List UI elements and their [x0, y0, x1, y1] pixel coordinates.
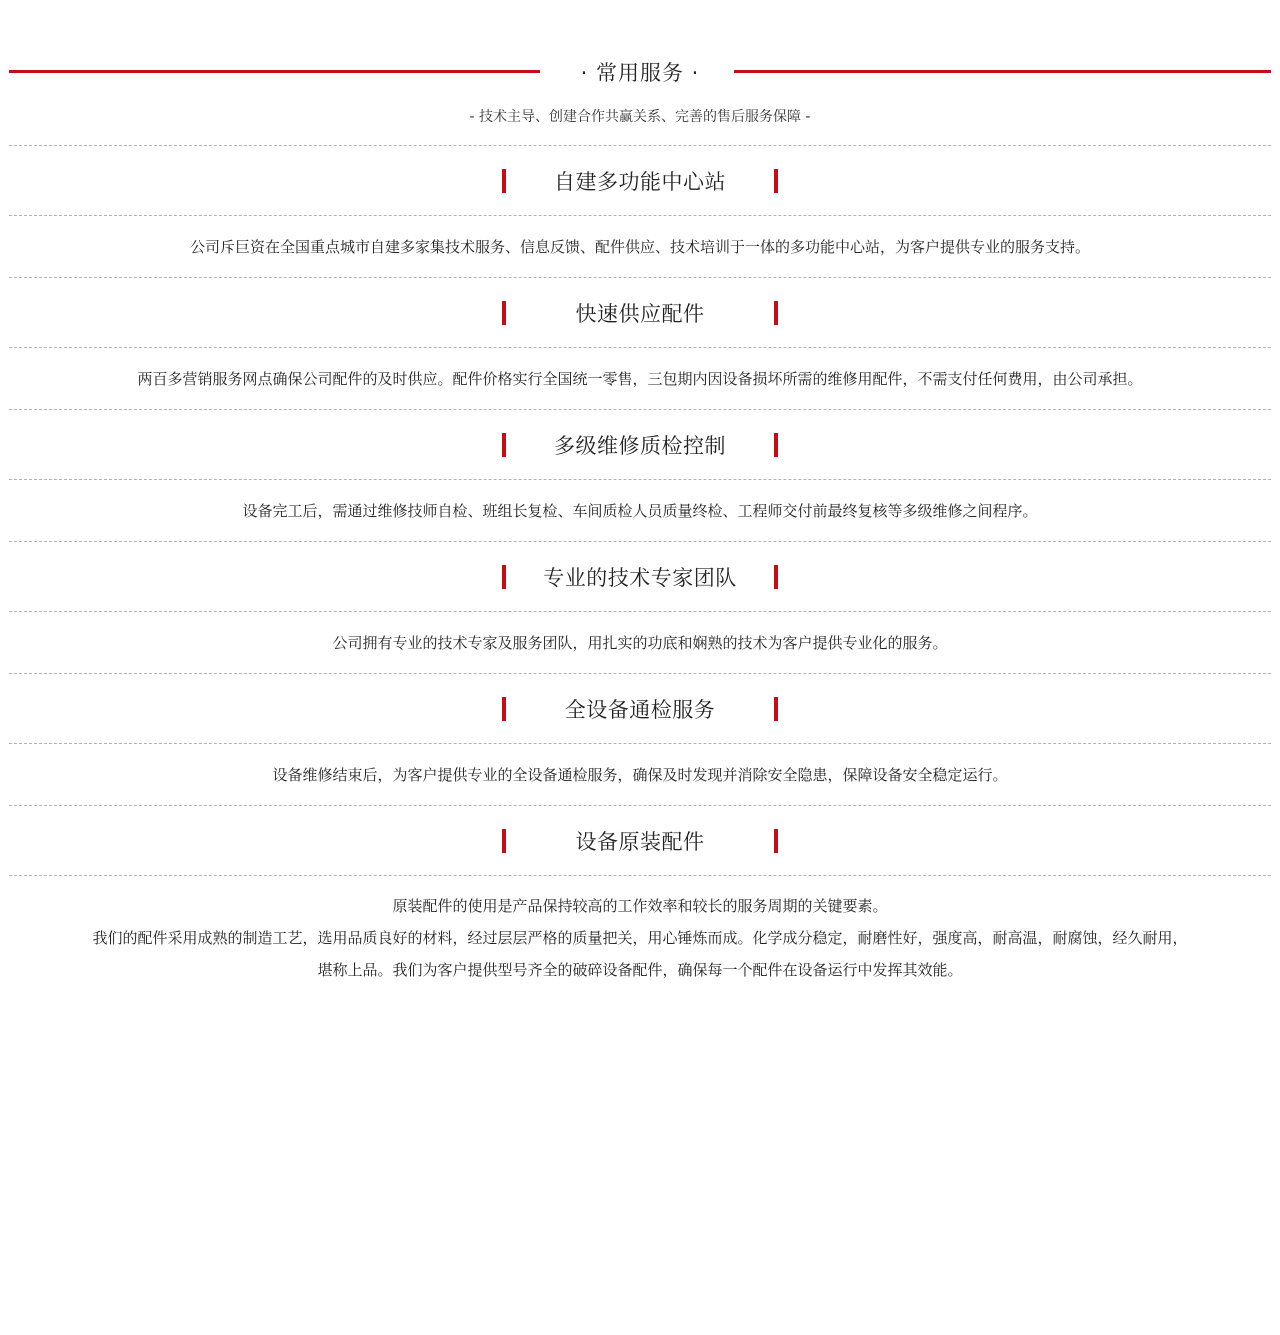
title-bar-left: [502, 433, 506, 457]
section-title-box: [502, 565, 778, 589]
section-description: [9, 876, 1271, 986]
page-subtitle: - 技术主导、创建合作共赢关系、完善的售后服务保障 -: [469, 109, 811, 125]
description-line: 我们的配件采用成熟的制造工艺，选用品质良好的材料，经过层层严格的质量把关，用心锤炼而成。化学成分稳定，耐磨性好，强度高，耐高温，耐腐蚀，经久耐用，: [92, 929, 1188, 947]
section-title: 设备原装配件: [575, 829, 705, 854]
title-bar-left: [502, 169, 506, 193]
description-line: 堪称上品。我们为客户提供型号齐全的破碎设备配件，确保每一个配件在设备运行中发挥其效能。: [317, 961, 963, 979]
section-title-box: [502, 697, 778, 721]
section-title-box: [502, 169, 778, 193]
header-line-right: [734, 70, 1271, 73]
page-title: · 常用服务 ·: [580, 61, 700, 85]
section-title: 快速供应配件: [575, 301, 705, 326]
title-bar-right: [774, 433, 778, 457]
section-title-row: [9, 806, 1271, 875]
section-title-row: [9, 278, 1271, 347]
description-line: 原装配件的使用是产品保持较高的工作效率和较长的服务周期的关键要素。: [392, 897, 888, 915]
section-description: 设备完工后，需通过维修技师自检、班组长复检、车间质检人员质量终检、工程师交付前最终复核等多级维修之间程序。: [242, 502, 1038, 520]
main-header: [9, 54, 1271, 90]
title-bar-left: [502, 829, 506, 853]
section-title-row: [9, 410, 1271, 479]
title-bar-left: [502, 697, 506, 721]
title-bar-right: [774, 829, 778, 853]
section-title: 专业的技术专家团队: [543, 565, 737, 590]
section-title: 多级维修质检控制: [554, 433, 726, 458]
header-line-left: [9, 70, 540, 73]
section-title-row: [9, 674, 1271, 743]
section-description: 公司拥有专业的技术专家及服务团队，用扎实的功底和娴熟的技术为客户提供专业化的服务。: [332, 634, 948, 652]
title-bar-right: [774, 697, 778, 721]
section-description: 两百多营销服务网点确保公司配件的及时供应。配件价格实行全国统一零售，三包期内因设备损坏所需的维修用配件，不需支付任何费用，由公司承担。: [137, 370, 1143, 388]
section-title-box: [502, 433, 778, 457]
services-page: [9, 0, 1271, 986]
section-description: 设备维修结束后，为客户提供专业的全设备通检服务，确保及时发现并消除安全隐患，保障设备安全稳定运行。: [272, 766, 1008, 784]
section-title-row: [9, 146, 1271, 215]
section-description: 公司斥巨资在全国重点城市自建多家集技术服务、信息反馈、配件供应、技术培训于一体的多功能中心站，为客户提供专业的服务支持。: [189, 238, 1090, 256]
section-title-row: [9, 542, 1271, 611]
title-bar-right: [774, 301, 778, 325]
section-title-box: [502, 301, 778, 325]
title-bar-right: [774, 565, 778, 589]
section-title-box: [502, 829, 778, 853]
section-title: 全设备通检服务: [564, 697, 716, 722]
title-bar-right: [774, 169, 778, 193]
section-title: 自建多功能中心站: [554, 169, 726, 194]
title-bar-left: [502, 565, 506, 589]
title-bar-left: [502, 301, 506, 325]
